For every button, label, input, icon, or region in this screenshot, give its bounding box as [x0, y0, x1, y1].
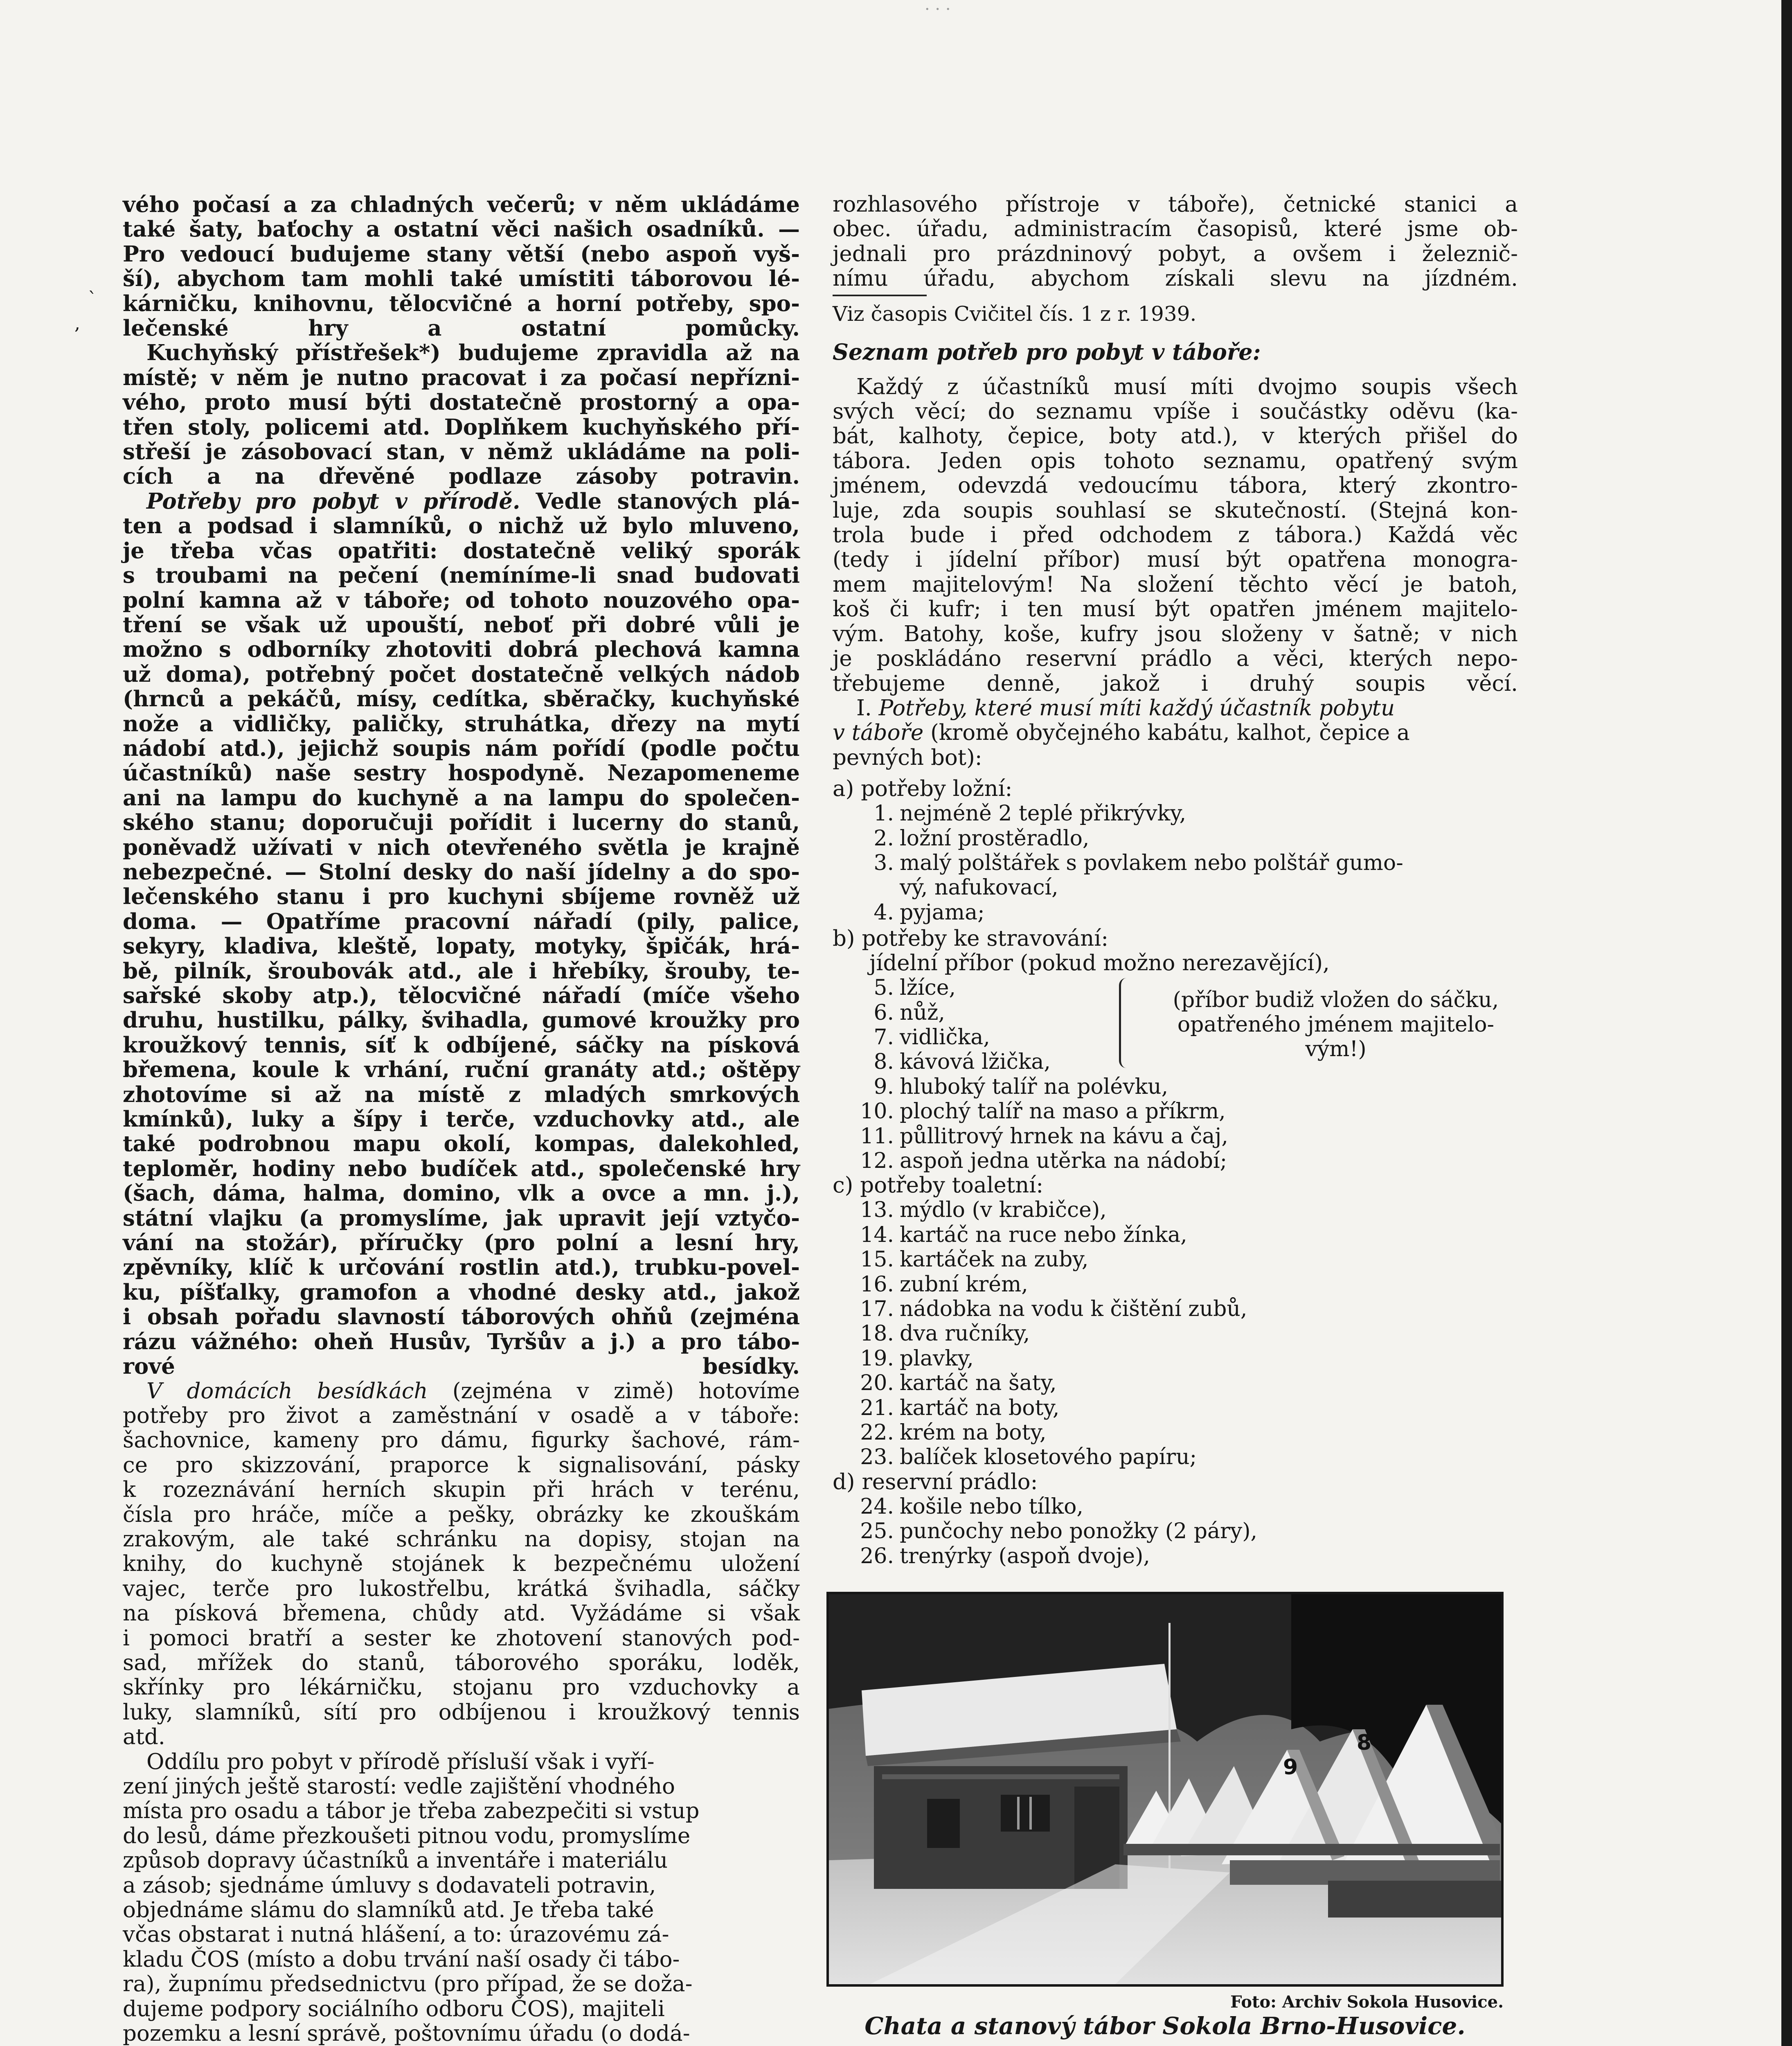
brace-note: (příbor budiž vložen do sáčku, opatřeného jménem majitelo- vým!) — [1173, 988, 1499, 1062]
paragraph-lead: Potřeby pro pobyt v přírodě. — [146, 488, 520, 514]
list-item: 2. ložní prostěradlo, — [873, 826, 1090, 851]
list-item: 18. dva ručníky, — [860, 1321, 1030, 1346]
reference-note: Viz časopis Cvičitel čís. 1 z r. 1939. — [833, 302, 1197, 326]
scan-border — [1781, 0, 1792, 2046]
paragraph: V domácích besídkách (zejména v zimě) hotovíme potřeby pro život a zaměstnání v osadě a v táboře: šachovnice, kameny pro dámu, figurky šachové, rám- ce pro skizzování, praporce k signalisování, pásky k rozeznávání herních skupin při hrách v terénu, čísla pro hráče, míče a pešky, obrázky ke zkouškám zrakovým, ale také schránku na dopisy, stojan na knihy, do kuchyně stojánek k bezpečnému uložení vajec, terče pro lukostřelbu, krátká švihadla, sáčky na písková břemena, chůdy atd. Vyžádáme si však i pomoci bratří a sester ke zhotovení stanových pod- sad, mřížek do stanů, táborového sporáku, loděk, skřínky pro lékárničku, stojanu pro vzduchovky a luky, slamníků, sítí pro odbíjenou i kroužkový tennis atd. — [123, 1378, 800, 1750]
list-section-b-sub: jídelní příbor (pokud možno nerezavějící), — [869, 951, 1330, 976]
left-column — [123, 192, 800, 2046]
list-item: 15. kartáček na zuby, — [860, 1247, 1089, 1272]
brace — [1119, 978, 1132, 1068]
camp-photo-illustration — [829, 1594, 1501, 1984]
list-item: 21. kartáč na boty, — [860, 1395, 1060, 1420]
list-a — [833, 801, 1518, 925]
tent-number: 8 — [1357, 1731, 1372, 1755]
paragraph: Každý z účastníků musí míti dvojmo soupis všech svých věcí; do seznamu vpíše i součástky oděvu (ka- bát, kalhoty, čepice, boty atd.), v kterých přišel do tábora. Jeden opis tohoto seznamu, opatřený svým jménem, odevzdá vedoucímu tábora, který zkontro- luje, zda soupis souhlasí se skutečností. (Stejná kon- trola bude i před odchodem z tábora.) Každá věc (tedy i jídelní příbor) musí být opatřena monogra- mem majitelovým! Na složení těchto věcí je batoh, koš či kufr; i ten musí být opatřen jménem majitelo- vým. Batohy, koše, kufry jsou složeny v šatně; v nich je poskládáno reservní prádlo a věci, kterých nepo- třebujeme denně, jakož i druhý soupis věcí. — [833, 374, 1518, 696]
list-item: 9. hluboký talíř na polévku, — [873, 1074, 1168, 1099]
right-column — [833, 192, 1518, 1568]
list-item: 7. vidlička, — [873, 1025, 990, 1050]
list-section-c: c) potřeby toaletní: — [833, 1173, 1044, 1198]
paragraph: Kuchyňský přístřešek*) budujeme zpravidla až na místě; v něm je nutno pracovat i za počasí nepřízni- vého, proto musí býti dostatečně prostorný a opa- třen stoly, policemi atd. Doplňkem kuchyňského pří- střeší je zásobovací stan, v němž ukládáme na poli- cích a na dřevěné podlaze zásoby potravin. — [123, 340, 800, 489]
list-item: 3. malý polštářek s povlakem nebo polštář gumo- — [873, 850, 1403, 875]
paragraph: rozhlasového přístroje v táboře), četnické stanici a obec. úřadu, administracím časopisů, které jsme ob- jednali pro prázdninový pobyt, a ovšem i železnič- nímu úřadu, abychom získali slevu na jízdném. — [833, 192, 1518, 291]
margin-mark: ` — [88, 288, 97, 309]
list-item: 22. krém na boty, — [860, 1420, 1047, 1445]
paragraph: Oddílu pro pobyt v přírodě přísluší však i vyří- zení jiných ještě starostí: vedle zajištění vhodného místa pro osadu a tábor je třeba zabezpečiti si vstup do lesů, dáme přezkoušeti pitnou vodu, promyslíme způsob dopravy účastníků a inventáře i materiálu a zásob; sjednáme úmluvy s dodavateli potravin, objednáme slámu do slamníků atd. Je třeba také včas obstarat i nutná hlášení, a to: úrazovému zá- kladu ČOS (místo a dobu trvání naší osady či tábo- ra), župnímu předsednictvu (pro případ, že se doža- dujeme podpory sociálního odboru ČOS), majiteli pozemku a lesní správě, poštovnímu úřadu (o dodá- — [123, 1749, 700, 2046]
list-item: 1. nejméně 2 teplé přikrývky, — [873, 801, 1186, 826]
section-heading: Seznam potřeb pro pobyt v táboře: — [833, 338, 1261, 365]
list-item: 26. trenýrky (aspoň dvoje), — [860, 1544, 1150, 1568]
list-item: 17. nádobka na vodu k čištění zubů, — [860, 1297, 1247, 1322]
top-mark: · · · — [925, 0, 951, 19]
list-item: 25. punčochy nebo ponožky (2 páry), — [860, 1519, 1258, 1544]
tent-number: 9 — [1283, 1755, 1298, 1780]
note-rule — [833, 295, 927, 296]
list-section-b: b) potřeby ke stravování: — [833, 926, 1109, 951]
list-item: 12. aspoň jedna utěrka na nádobí; — [860, 1149, 1227, 1173]
paragraph: Potřeby pro pobyt v přírodě. Vedle stanových plá- ten a podsad i slamníků, o nichž už bylo mluveno, je třeba včas opatřiti: dostatečně veliký sporák s troubami na pečení (nemíníme-li snad budovati polní kamna až v táboře; od tohoto nouzového opa- tření se však už upouští, neboť při dobré vůli je možno s odborníky zhotoviti dobrá plechová kamna už doma), potřebný počet dostatečně velkých nádob (hrnců a pekáčů, mísy, cedítka, sběračky, kuchyňské nože a vidličky, paličky, struhátka, dřezy na mytí nádobí atd.), jejichž soupis nám pořídí (podle počtu účastníků) naše sestry hospodyně. Nezapomeneme ani na lampu do kuchyně a na lampu do společen- ského stanu; doporučuji pořídit i lucerny do stanů, poněvadž užívati v nich otevřeného světla je krajně nebezpečné. — Stolní desky do naší jídelny a do spo- lečenského stanu i pro kuchyni sbíjeme rovněž už doma. — Opatříme pracovní nářadí (pily, palice, sekyry, kladiva, kleště, lopaty, motyky, špičák, hrá- bě, pilník, šroubovák atd., ale i hřebíky, šrouby, te- sařské skoby atp.), tělocvičné nářadí (míče všeho druhu, hustilku, pálky, švihadla, gumové kroužky pro kroužkový tennis, síť k odbíjené, sáčky na písková břemena, koule k vrhání, ruční granáty atd.; oštěpy zhotovíme si až na místě z mladých smrkových kmínků), luky a šípy i terče, vzduchovky atd., ale také podrobnou mapu okolí, kompas, dalekohled, teploměr, hodiny nebo budíček atd., společenské hry (šach, dáma, halma, domino, vlk a ovce a mn. j.), státní vlajku (a promyslíme, jak upravit její vztyčo- vání na stožár), příručky (pro polní a lesní hry, zpěvníky, klíč k určování rostlin atd.), trubku-povel- ku, píšťalky, gramofon a vhodné desky atd., jakož i obsah pořadu slavností táborových ohňů (zejména rázu vážného: oheň Husův, Tyršův a j.) a pro tábo- rové besídky. — [123, 488, 800, 1379]
list-item: vý, nafukovací, — [900, 875, 1058, 900]
list-item: 19. plavky, — [860, 1346, 974, 1371]
paragraph-lead: V domácích besídkách — [146, 1378, 428, 1404]
list-c — [833, 1198, 1518, 1469]
list-item: 6. nůž, — [873, 1000, 945, 1025]
photo-caption: Chata a stanový tábor Sokola Brno-Husovice. — [864, 2012, 1466, 2040]
list-item: 16. zubní krém, — [860, 1272, 1028, 1297]
paragraph: vého počasí a za chladných večerů; v něm ukládáme také šaty, baťochy a ostatní věci našich osadníků. — Pro vedoucí budujeme stany větší (nebo aspoň vyš- ší), abychom tam mohli také umístiti táborovou lé- kárničku, knihovnu, tělocvičné a horní potřeby, spo- lečenské hry a ostatní pomůcky. — [123, 192, 800, 341]
list-b2 — [833, 1075, 1518, 1174]
cutlery-group — [833, 976, 1518, 1075]
list-item: 13. mýdlo (v krabičce), — [860, 1198, 1107, 1223]
list-section-a: a) potřeby ložní: — [833, 776, 1013, 802]
list-item: 4. pyjama; — [873, 900, 985, 925]
list-item: 11. půllitrový hrnek na kávu a čaj, — [860, 1124, 1228, 1149]
paragraph: I. Potřeby, které musí míti každý účastník pobytu v táboře (kromě obyčejného kabátu, kalhot, čepice a pevných bot): — [833, 695, 1410, 770]
list-item: 8. kávová lžička, — [873, 1050, 1051, 1075]
list-item: 14. kartáč na ruce nebo žínka, — [860, 1222, 1187, 1247]
photo-credit: Foto: Archiv Sokola Husovice. — [1230, 1992, 1504, 2012]
margin-mark: , — [74, 313, 80, 334]
list-item: 10. plochý talíř na maso a příkrm, — [860, 1099, 1226, 1124]
list-section-d: d) reservní prádlo: — [833, 1469, 1038, 1494]
camp-photo — [826, 1592, 1504, 1987]
list-d — [833, 1494, 1518, 1568]
list-item: 20. kartáč na šaty, — [860, 1371, 1057, 1396]
list-item: 23. balíček klosetového papíru; — [860, 1445, 1197, 1470]
list-item: 5. lžíce, — [873, 976, 956, 1000]
list-item: 24. košile nebo tílko, — [860, 1494, 1083, 1519]
